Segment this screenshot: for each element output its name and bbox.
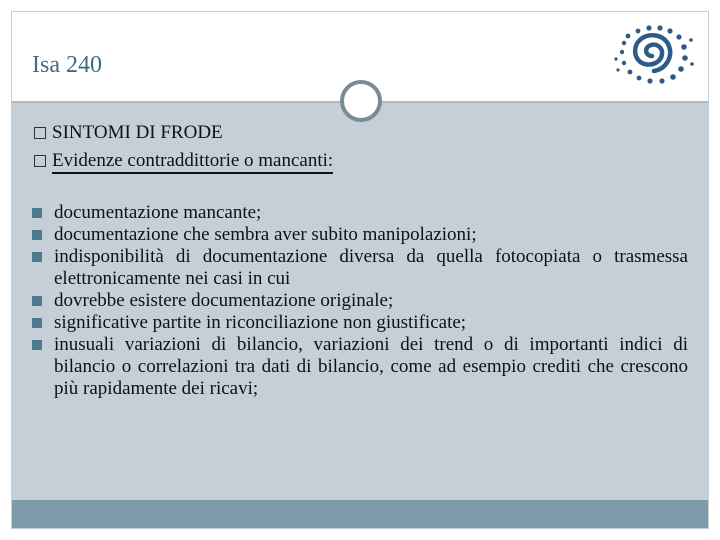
square-bullet-icon bbox=[32, 252, 42, 262]
square-bullet-icon bbox=[32, 230, 42, 240]
bullet-list bbox=[32, 202, 688, 400]
list-item bbox=[32, 224, 688, 246]
dotted-spiral-icon bbox=[612, 22, 694, 88]
list-item-text: documentazione che sembra aver subito manipolazioni; bbox=[54, 224, 477, 245]
checkbox-icon bbox=[34, 155, 46, 167]
list-item-text: significative partite in riconciliazione non giustificate; bbox=[54, 312, 467, 333]
list-item-text: inusuali variazioni di bilancio, variazioni dei trend o di importanti indici di bilancio o correlazioni tra dati di bilancio, come ad esempio crediti che crescono più rapidamente dei ricavi; bbox=[54, 334, 688, 399]
heading-sintomi-label: SINTOMI DI FRODE bbox=[52, 122, 223, 143]
list-item bbox=[32, 290, 688, 312]
list-item-text: documentazione mancante; bbox=[54, 202, 262, 223]
list-item-text: indisponibilità di documentazione diversa da quella fotocopiata o trasmessa elettronicamente nei casi in cui bbox=[54, 246, 688, 289]
checkbox-icon bbox=[34, 127, 46, 139]
square-bullet-icon bbox=[32, 340, 42, 350]
heading-evidenze bbox=[34, 150, 333, 172]
list-item bbox=[32, 202, 688, 224]
footer-bar bbox=[12, 500, 708, 528]
list-item bbox=[32, 334, 688, 400]
square-bullet-icon bbox=[32, 208, 42, 218]
square-bullet-icon bbox=[32, 296, 42, 306]
square-bullet-icon bbox=[32, 318, 42, 328]
ring-ornament bbox=[340, 80, 382, 122]
slide-title: Isa 240 bbox=[32, 52, 102, 78]
heading-evidenze-label: Evidenze contraddittorie o mancanti: bbox=[52, 150, 333, 174]
heading-sintomi bbox=[34, 122, 223, 144]
list-item bbox=[32, 246, 688, 290]
list-item bbox=[32, 312, 688, 334]
list-item-text: dovrebbe esistere documentazione originale; bbox=[54, 290, 394, 311]
